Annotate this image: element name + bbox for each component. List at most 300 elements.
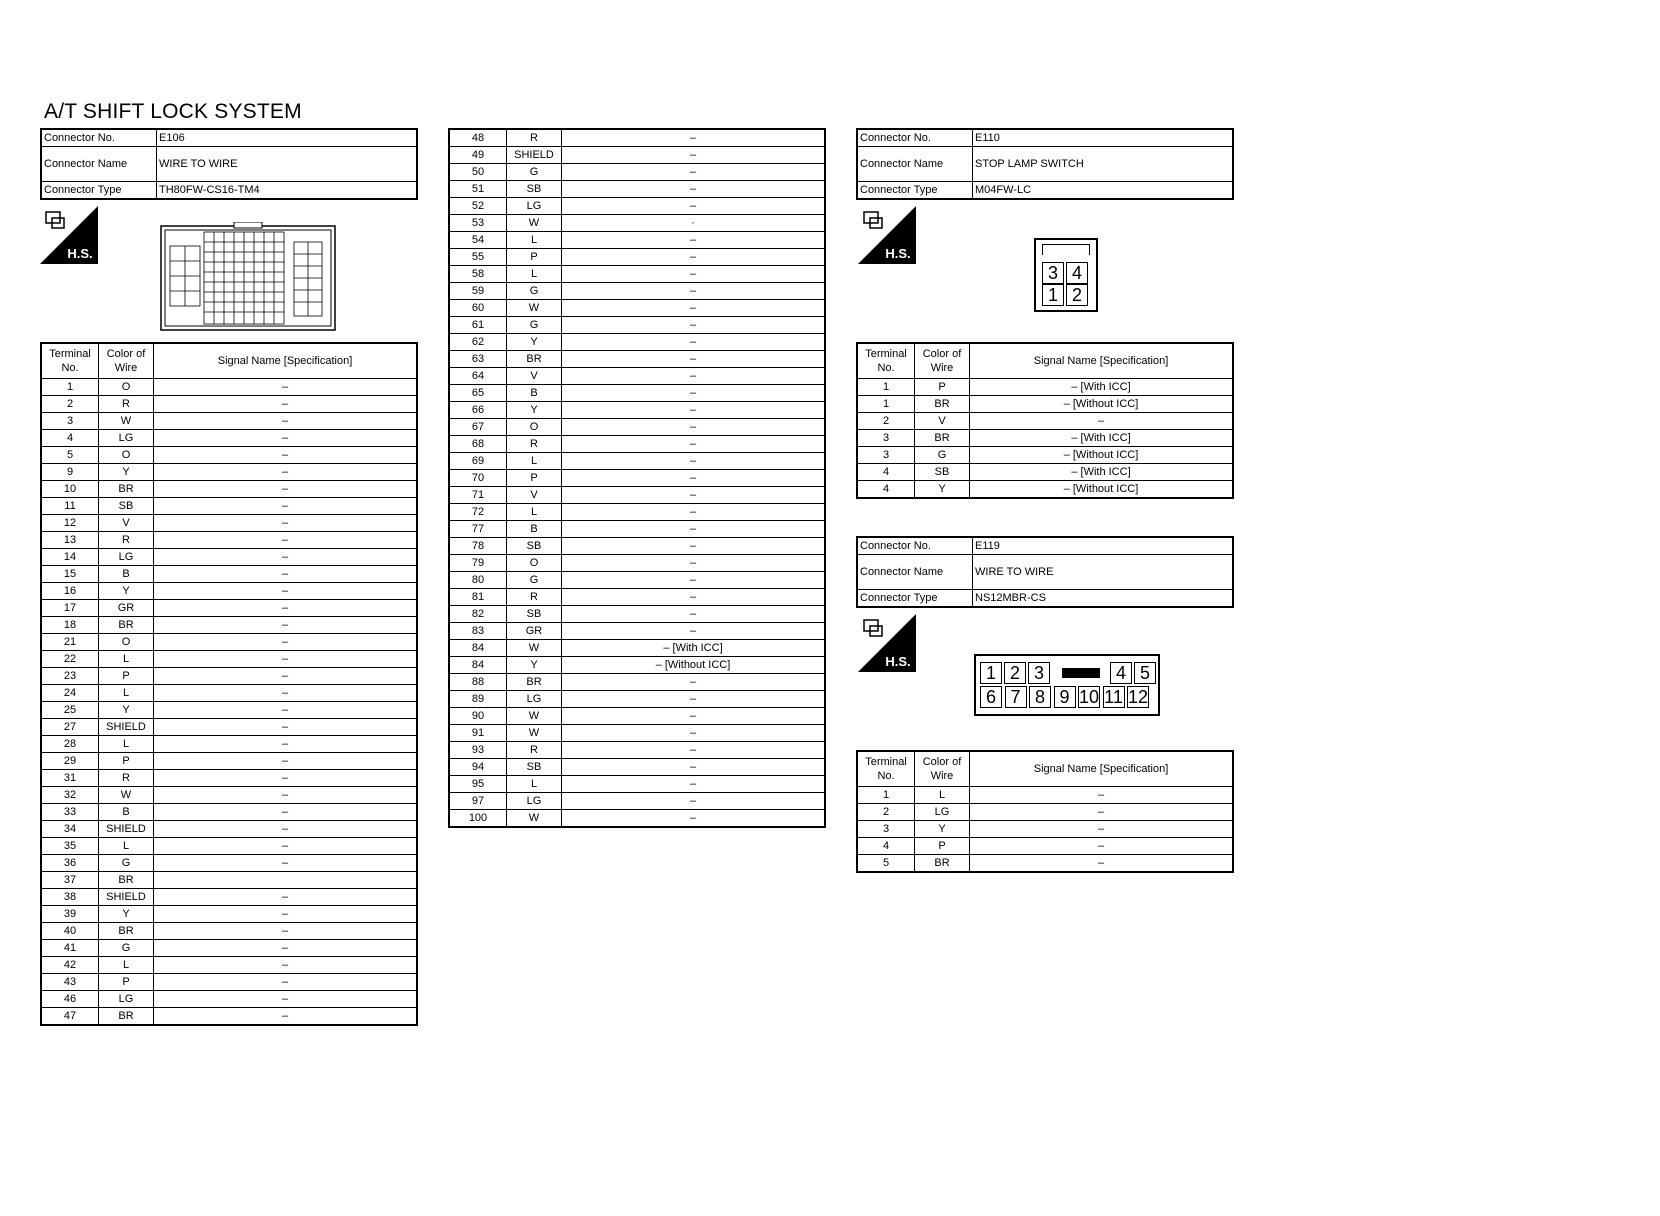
e119-pin-12: 12	[1128, 687, 1149, 707]
wire-color-cell: LG	[99, 430, 154, 447]
signal-name-cell: – [Without ICC]	[562, 657, 826, 674]
table-row	[449, 504, 825, 521]
table-row	[449, 521, 825, 538]
terminal-no-cell: 80	[449, 572, 507, 589]
e106-terminal-table-2	[448, 128, 826, 828]
terminal-no-cell: 3	[857, 430, 915, 447]
terminal-no-cell: 4	[857, 464, 915, 481]
wire-color-cell: BR	[507, 351, 562, 368]
table-row	[449, 317, 825, 334]
e110-connector-name: STOP LAMP SWITCH	[973, 147, 1234, 182]
signal-name-cell: –	[562, 487, 826, 504]
signal-name-cell: –	[154, 838, 418, 855]
signal-name-cell: –	[154, 515, 418, 532]
table-row	[449, 640, 825, 657]
wire-color-cell: V	[99, 515, 154, 532]
hs-label: H.S.	[885, 654, 911, 669]
terminal-no-cell: 37	[41, 872, 99, 889]
connector-no-label: Connector No.	[857, 537, 973, 555]
signal-name-cell: – [With ICC]	[562, 640, 826, 657]
signal-name-cell: –	[562, 793, 826, 810]
wire-color-cell: SB	[915, 464, 970, 481]
wire-color-cell: L	[99, 685, 154, 702]
terminal-no-cell: 50	[449, 164, 507, 181]
wire-color-cell: L	[507, 232, 562, 249]
terminal-no-cell: 2	[857, 413, 915, 430]
signal-name-header: Signal Name [Specification]	[970, 343, 1234, 379]
signal-name-cell: –	[154, 957, 418, 974]
e119-pin-5: 5	[1134, 662, 1156, 684]
signal-name-cell: –	[154, 583, 418, 600]
table-row	[857, 430, 1233, 447]
signal-name-cell: – [With ICC]	[970, 379, 1234, 396]
table-row	[41, 974, 417, 991]
wire-color-cell: W	[507, 708, 562, 725]
wire-color-cell: SB	[507, 181, 562, 198]
terminal-no-cell: 82	[449, 606, 507, 623]
signal-name-cell: –	[562, 368, 826, 385]
wire-color-cell: V	[507, 487, 562, 504]
e119-pin-3: 3	[1028, 662, 1050, 684]
terminal-no-cell: 29	[41, 753, 99, 770]
terminal-no-cell: 62	[449, 334, 507, 351]
wire-color-cell: V	[915, 413, 970, 430]
table-row	[41, 430, 417, 447]
wire-color-cell: W	[507, 725, 562, 742]
table-row	[449, 793, 825, 810]
wire-color-cell: BR	[99, 1008, 154, 1026]
terminal-no-cell: 84	[449, 657, 507, 674]
wire-color-cell: SHIELD	[507, 147, 562, 164]
table-row	[41, 532, 417, 549]
connector-type-label: Connector Type	[857, 590, 973, 608]
terminal-no-cell: 22	[41, 651, 99, 668]
wire-color-cell: P	[507, 470, 562, 487]
terminal-no-cell: 4	[41, 430, 99, 447]
wire-color-cell: O	[507, 555, 562, 572]
table-row	[449, 232, 825, 249]
table-row	[857, 804, 1233, 821]
signal-name-cell: – [Without ICC]	[970, 481, 1234, 499]
table-row	[449, 368, 825, 385]
terminal-no-cell: 9	[41, 464, 99, 481]
table-row	[41, 821, 417, 838]
table-row	[41, 787, 417, 804]
terminal-no-cell: 1	[41, 379, 99, 396]
e119-pin-4: 4	[1110, 662, 1132, 684]
wire-color-cell: BR	[507, 674, 562, 691]
table-row	[41, 515, 417, 532]
terminal-no-cell: 28	[41, 736, 99, 753]
table-row	[857, 787, 1233, 804]
table-row	[41, 498, 417, 515]
connector-no-label: Connector No.	[857, 129, 973, 147]
signal-name-cell: –	[154, 396, 418, 413]
table-row	[41, 991, 417, 1008]
wire-color-cell: O	[507, 419, 562, 436]
table-row	[857, 821, 1233, 838]
signal-name-cell: –	[562, 759, 826, 776]
hs-label: H.S.	[885, 246, 911, 261]
wire-color-cell: LG	[507, 793, 562, 810]
signal-name-cell: –	[154, 1008, 418, 1026]
wire-color-cell: P	[915, 838, 970, 855]
signal-name-cell: –	[562, 555, 826, 572]
table-row	[41, 413, 417, 430]
wire-color-cell: R	[507, 589, 562, 606]
table-row	[41, 889, 417, 906]
e106-connector-name: WIRE TO WIRE	[157, 147, 418, 182]
terminal-no-cell: 21	[41, 634, 99, 651]
wire-color-cell: BR	[99, 923, 154, 940]
e119-pin-8: 8	[1029, 686, 1051, 708]
wire-color-cell: L	[99, 957, 154, 974]
e119-info-table	[856, 536, 1234, 608]
wire-color-cell: L	[99, 838, 154, 855]
wire-color-cell: BR	[915, 396, 970, 413]
e110-info-table	[856, 128, 1234, 200]
table-row	[41, 838, 417, 855]
table-row	[857, 481, 1233, 499]
terminal-no-cell: 34	[41, 821, 99, 838]
wire-color-cell: SB	[507, 538, 562, 555]
table-row	[41, 566, 417, 583]
signal-name-cell: –	[562, 129, 826, 147]
table-row	[41, 702, 417, 719]
signal-name-cell: –	[154, 685, 418, 702]
table-row	[41, 957, 417, 974]
terminal-no-cell: 42	[41, 957, 99, 974]
e119-connector-face	[974, 654, 1160, 716]
signal-name-cell: –	[562, 351, 826, 368]
e110-connector-no: E110	[973, 129, 1234, 147]
table-row	[449, 606, 825, 623]
connector-type-label: Connector Type	[857, 182, 973, 200]
table-row	[41, 583, 417, 600]
table-row	[449, 334, 825, 351]
e110-connector-face	[1034, 238, 1098, 312]
table-row	[449, 419, 825, 436]
table-row	[449, 385, 825, 402]
signal-name-cell: –	[154, 634, 418, 651]
terminal-no-cell: 78	[449, 538, 507, 555]
wire-color-cell: P	[99, 668, 154, 685]
terminal-no-cell: 63	[449, 351, 507, 368]
terminal-no-cell: 3	[41, 413, 99, 430]
table-row	[857, 464, 1233, 481]
signal-name-cell: –	[562, 538, 826, 555]
wire-color-cell: W	[507, 215, 562, 232]
wire-color-cell: O	[99, 634, 154, 651]
terminal-no-cell: 23	[41, 668, 99, 685]
signal-name-cell: –	[154, 991, 418, 1008]
e110-pin-4: 4	[1066, 262, 1088, 284]
table-row	[449, 487, 825, 504]
signal-name-cell: –	[154, 974, 418, 991]
table-row	[41, 1008, 417, 1026]
wire-color-cell: SB	[99, 498, 154, 515]
signal-name-cell: –	[154, 787, 418, 804]
signal-name-cell: –	[562, 266, 826, 283]
terminal-no-cell: 1	[857, 379, 915, 396]
terminal-no-cell: 100	[449, 810, 507, 828]
terminal-no-cell: 4	[857, 838, 915, 855]
harness-side-icon	[858, 614, 916, 672]
signal-name-cell: –	[970, 821, 1234, 838]
terminal-no-cell: 31	[41, 770, 99, 787]
e110-pin-2: 2	[1066, 284, 1088, 306]
signal-name-cell: –	[562, 623, 826, 640]
wire-color-cell: Y	[915, 821, 970, 838]
wire-color-cell: R	[99, 532, 154, 549]
signal-name-cell: –	[562, 674, 826, 691]
terminal-no-cell: 90	[449, 708, 507, 725]
wire-color-cell: B	[99, 804, 154, 821]
wire-color-cell: BR	[99, 481, 154, 498]
wire-color-cell: W	[507, 640, 562, 657]
wire-color-cell: O	[99, 447, 154, 464]
e119-pin-7: 7	[1005, 686, 1027, 708]
signal-name-cell: –	[154, 889, 418, 906]
table-row	[449, 164, 825, 181]
e106-connector-face	[160, 222, 336, 332]
table-row	[41, 804, 417, 821]
terminal-no-cell: 11	[41, 498, 99, 515]
table-row	[449, 759, 825, 776]
terminal-no-cell: 91	[449, 725, 507, 742]
terminal-no-cell: 12	[41, 515, 99, 532]
terminal-no-cell: 14	[41, 549, 99, 566]
wire-color-cell: W	[507, 810, 562, 828]
signal-name-cell: –	[154, 804, 418, 821]
signal-name-cell: –	[154, 923, 418, 940]
e119-pin-11: 11	[1104, 687, 1123, 707]
table-row	[449, 402, 825, 419]
table-row	[449, 776, 825, 793]
wire-color-cell: R	[507, 742, 562, 759]
terminal-no-cell: 18	[41, 617, 99, 634]
wire-color-cell: BR	[915, 855, 970, 873]
terminal-no-cell: 60	[449, 300, 507, 317]
signal-name-cell: –	[154, 498, 418, 515]
terminal-no-cell: 3	[857, 447, 915, 464]
table-row	[449, 708, 825, 725]
table-row	[857, 855, 1233, 873]
wire-color-cell: W	[99, 413, 154, 430]
signal-name-cell: –	[562, 453, 826, 470]
signal-name-cell: –	[154, 821, 418, 838]
signal-name-cell: – [With ICC]	[970, 430, 1234, 447]
table-row	[41, 668, 417, 685]
table-row	[41, 651, 417, 668]
signal-name-cell: –	[562, 164, 826, 181]
table-row	[41, 396, 417, 413]
signal-name-cell: –	[562, 232, 826, 249]
terminal-no-cell: 70	[449, 470, 507, 487]
terminal-no-cell: 81	[449, 589, 507, 606]
connector-name-label: Connector Name	[857, 555, 973, 590]
terminal-no-cell: 89	[449, 691, 507, 708]
table-row	[449, 623, 825, 640]
wire-color-cell: LG	[915, 804, 970, 821]
terminal-no-cell: 10	[41, 481, 99, 498]
signal-name-cell: –	[562, 198, 826, 215]
wire-color-cell: L	[915, 787, 970, 804]
terminal-no-cell: 55	[449, 249, 507, 266]
signal-name-cell: –	[562, 334, 826, 351]
color-of-wire-header: Color of Wire	[915, 751, 970, 787]
terminal-no-cell: 13	[41, 532, 99, 549]
terminal-no-cell: 5	[41, 447, 99, 464]
signal-name-cell: –	[562, 300, 826, 317]
table-row	[41, 549, 417, 566]
terminal-no-cell: 15	[41, 566, 99, 583]
signal-name-cell: –	[970, 838, 1234, 855]
terminal-no-cell: 83	[449, 623, 507, 640]
terminal-no-cell: 61	[449, 317, 507, 334]
e110-pin-3: 3	[1042, 262, 1064, 284]
table-row	[449, 266, 825, 283]
table-row	[41, 600, 417, 617]
wire-color-cell: Y	[99, 464, 154, 481]
wire-color-cell: G	[507, 283, 562, 300]
terminal-no-cell: 39	[41, 906, 99, 923]
wire-color-cell: P	[915, 379, 970, 396]
table-row	[41, 736, 417, 753]
terminal-no-cell: 84	[449, 640, 507, 657]
terminal-no-cell: 2	[857, 804, 915, 821]
signal-name-cell: –	[970, 413, 1234, 430]
wire-color-cell: Y	[99, 702, 154, 719]
table-row	[857, 396, 1233, 413]
signal-name-cell: –	[562, 691, 826, 708]
terminal-no-cell: 68	[449, 436, 507, 453]
terminal-no-cell: 5	[857, 855, 915, 873]
e119-pin-10: 10	[1079, 687, 1100, 707]
wire-color-cell: Y	[507, 657, 562, 674]
terminal-no-cell: 27	[41, 719, 99, 736]
table-row	[857, 379, 1233, 396]
signal-name-cell: –	[154, 600, 418, 617]
wire-color-cell: SHIELD	[99, 889, 154, 906]
harness-side-icon	[858, 206, 916, 264]
wire-color-cell: LG	[99, 991, 154, 1008]
table-row	[449, 351, 825, 368]
wire-color-cell: SHIELD	[99, 821, 154, 838]
wire-color-cell: GR	[507, 623, 562, 640]
terminal-no-cell: 53	[449, 215, 507, 232]
e119-terminal-table	[856, 750, 1234, 873]
terminal-no-cell: 88	[449, 674, 507, 691]
color-of-wire-header: Color of Wire	[915, 343, 970, 379]
wire-color-cell: L	[99, 736, 154, 753]
table-row	[449, 674, 825, 691]
signal-name-cell: –	[562, 436, 826, 453]
terminal-no-cell: 59	[449, 283, 507, 300]
signal-name-cell: –	[154, 855, 418, 872]
signal-name-cell: –	[154, 549, 418, 566]
table-row	[857, 413, 1233, 430]
wire-color-cell: P	[507, 249, 562, 266]
signal-name-cell: –	[562, 572, 826, 589]
table-row	[449, 129, 825, 147]
table-row	[41, 940, 417, 957]
signal-name-cell: –	[154, 413, 418, 430]
wire-color-cell: G	[915, 447, 970, 464]
color-of-wire-header: Color of Wire	[99, 343, 154, 379]
table-row	[449, 810, 825, 828]
signal-name-cell: –	[562, 810, 826, 828]
signal-name-cell: –	[154, 464, 418, 481]
terminal-no-cell: 69	[449, 453, 507, 470]
wire-color-cell: L	[507, 453, 562, 470]
table-row	[449, 215, 825, 232]
table-row	[449, 589, 825, 606]
terminal-no-header: Terminal No.	[41, 343, 99, 379]
signal-name-cell: –	[562, 742, 826, 759]
table-row	[449, 249, 825, 266]
terminal-no-cell: 54	[449, 232, 507, 249]
wire-color-cell: L	[507, 504, 562, 521]
table-row	[449, 538, 825, 555]
terminal-no-cell: 36	[41, 855, 99, 872]
e119-key-block	[1062, 668, 1100, 678]
terminal-no-cell: 71	[449, 487, 507, 504]
e106-connector-no: E106	[157, 129, 418, 147]
signal-name-cell: –	[154, 566, 418, 583]
terminal-no-cell: 48	[449, 129, 507, 147]
table-row	[41, 464, 417, 481]
wire-color-cell: BR	[99, 617, 154, 634]
signal-name-cell: –	[562, 606, 826, 623]
signal-name-cell: –	[562, 504, 826, 521]
signal-name-cell: –	[154, 668, 418, 685]
wire-color-cell: B	[507, 385, 562, 402]
wire-color-cell: P	[99, 753, 154, 770]
signal-name-cell: –	[154, 532, 418, 549]
terminal-no-cell: 97	[449, 793, 507, 810]
wire-color-cell: G	[507, 164, 562, 181]
wire-color-cell: G	[507, 317, 562, 334]
terminal-no-cell: 40	[41, 923, 99, 940]
signal-name-cell: –	[562, 283, 826, 300]
signal-name-cell	[154, 872, 418, 889]
wire-color-cell: BR	[99, 872, 154, 889]
terminal-no-cell: 4	[857, 481, 915, 499]
table-row	[449, 147, 825, 164]
terminal-no-cell: 95	[449, 776, 507, 793]
table-row	[449, 470, 825, 487]
table-row	[449, 657, 825, 674]
signal-name-cell: –	[154, 906, 418, 923]
wire-color-cell: V	[507, 368, 562, 385]
wire-color-cell: R	[99, 770, 154, 787]
table-row	[41, 872, 417, 889]
signal-name-cell: – [Without ICC]	[970, 447, 1234, 464]
e119-pin-2: 2	[1004, 662, 1026, 684]
terminal-no-cell: 66	[449, 402, 507, 419]
table-row	[41, 719, 417, 736]
signal-name-cell: –	[562, 181, 826, 198]
signal-name-cell: –	[562, 419, 826, 436]
wire-color-cell: BR	[915, 430, 970, 447]
terminal-no-cell: 1	[857, 396, 915, 413]
table-row	[41, 923, 417, 940]
table-row	[41, 379, 417, 396]
table-row	[449, 453, 825, 470]
terminal-no-cell: 79	[449, 555, 507, 572]
table-row	[41, 617, 417, 634]
